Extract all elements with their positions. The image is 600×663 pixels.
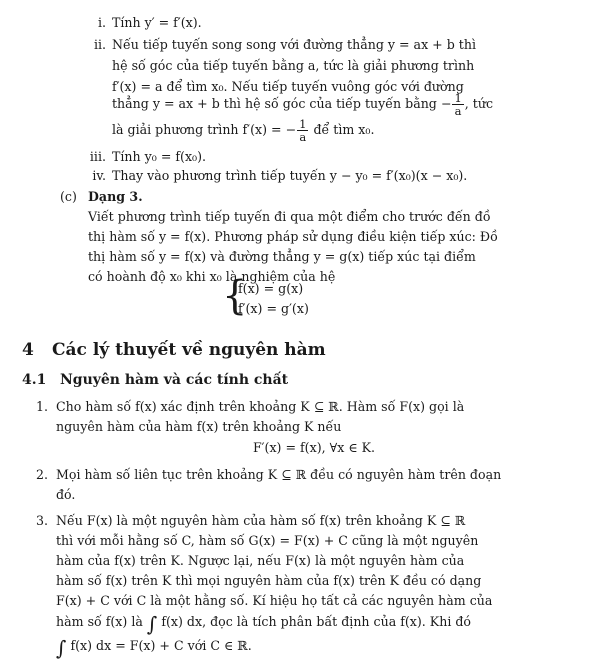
item-ii-line5-text: là giải phương trình f′(x) = − [112,122,297,138]
case-c-label: (c) [60,189,77,204]
item-ii-line3: f′(x) = a để tìm x₀. Nếu tiếp tuyến vuông góc với đường [112,79,464,94]
item-i-text: Tính y′ = f′(x). [112,15,202,30]
integral-sign-2: ∫ [56,636,67,660]
item-ii-line4 [112,92,557,117]
fraction-denominator-2: a [299,130,307,145]
case-c-line1: Viết phương trình tiếp tuyến đi qua một điểm cho trước đến đồ [88,209,491,224]
item-1-label: 1. [35,399,48,414]
fraction-one-over-a [452,92,463,117]
case-c-line3: thị hàm số y = f(x) và đường thẳng y = g(x) tiếp xúc tại điểm [88,249,476,264]
case-c-title: Dạng 3. [88,189,143,204]
item-ii-line2: hệ số góc của tiếp tuyến bằng a, tức là giải phương trình [112,58,475,73]
item-3-label: 3. [35,513,48,528]
item-iii-label: iii. [89,149,106,164]
system-brace: { [222,273,248,319]
item-2-line2: đó. [56,487,76,502]
fraction-numerator-2: 1 [299,117,307,131]
subsection-number: 4.1 [22,372,47,388]
item-3-line6-text: hàm số f(x) là [56,614,143,629]
item-i-label: i. [97,15,106,30]
fraction-numerator: 1 [454,91,462,105]
integral-sign: ∫ [146,612,158,636]
section-title: Các lý thuyết về nguyên hàm [52,340,326,360]
item-ii-line1: Nếu tiếp tuyến song song với đường thẳng y = ax + b thì [112,37,476,52]
fraction-denominator: a [454,104,462,119]
item-3-line7 [56,634,252,663]
item-2-label: 2. [35,467,48,482]
section-number: 4 [22,340,34,360]
item-iv-text: Thay vào phương trình tiếp tuyến y − y₀ = f′(x₀)(x − x₀). [112,168,468,183]
item-3-line2: thì với mỗi hằng số C, hàm số G(x) = F(x) + C cũng là một nguyên [56,533,479,548]
item-iii-text: Tính y₀ = f(x₀). [112,149,207,164]
item-ii-label: ii. [93,37,106,52]
item-3-line3: hàm của f(x) trên K. Ngược lại, nếu F(x) là một nguyên hàm của [56,553,465,568]
item-2-line1: Mọi hàm số liên tục trên khoảng K ⊆ ℝ đều có nguyên hàm trên đoạn [56,467,502,482]
item-ii-line5-tail: để tìm x₀. [313,122,375,138]
subsection-title: Nguyên hàm và các tính chất [60,372,289,388]
item-1-formula: F′(x) = f(x), ∀x ∈ K. [252,440,376,455]
item-3-line6-tail: f(x) dx, đọc là tích phân bất định của f(x). Khi đó [161,614,472,629]
item-ii-line4-tail: , tức [464,96,493,112]
item-iv-label: iv. [92,168,106,183]
item-1-line1: Cho hàm số f(x) xác định trên khoảng K ⊆ ℝ. Hàm số F(x) gọi là [56,399,465,414]
case-c-line2: thị hàm số y = f(x). Phương pháp sử dụng điều kiện tiếp xúc: Đồ [88,229,498,244]
fraction-one-over-a-2 [297,118,308,143]
item-1-line2: nguyên hàm của hàm f(x) trên khoảng K nếu [56,419,342,434]
item-ii-line4-text: thẳng y = ax + b thì hệ số góc của tiếp tuyến bằng − [112,96,452,112]
item-ii-line5 [112,118,374,143]
item-3-line4: hàm số f(x) trên K thì mọi nguyên hàm của f(x) trên K đều có dạng [56,573,482,588]
case-c-line4: có hoành độ x₀ khi x₀ là nghiệm của hệ [88,269,336,284]
system-eq2: f′(x) = g′(x) [238,301,309,316]
item-3-line7-text: f(x) dx = F(x) + C với C ∈ ℝ. [70,638,252,653]
item-3-line1: Nếu F(x) là một nguyên hàm của hàm số f(x) trên khoảng K ⊆ ℝ [56,513,466,528]
item-3-line5: F(x) + C với C là một hằng số. Kí hiệu họ tất cả các nguyên hàm của [56,593,493,608]
system-eq1: f(x) = g(x) [238,281,304,296]
